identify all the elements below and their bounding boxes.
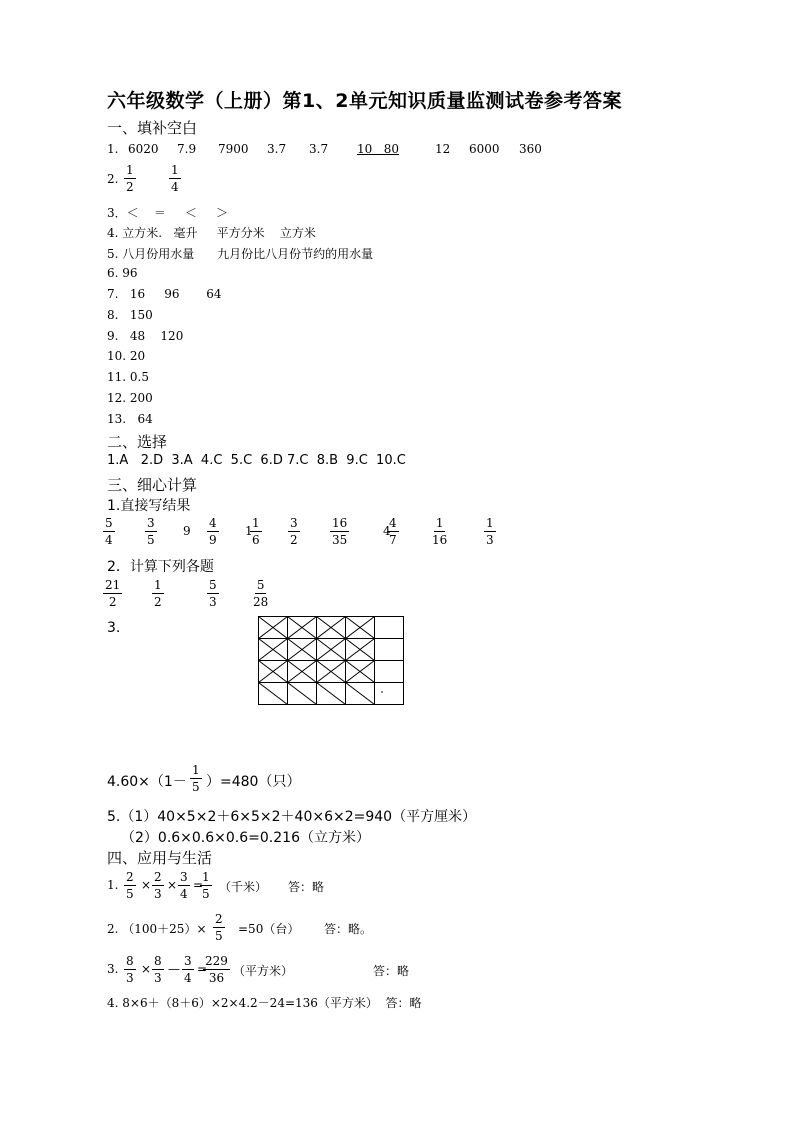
app-q3-fraction-1: $\frac{8}{3}$ — [126, 954, 134, 985]
q1-b0: 12 — [435, 142, 451, 156]
q1-a0: 6020 — [128, 142, 159, 156]
times-sign: × — [141, 962, 152, 976]
app-q3-fraction-4: $\frac{229}{36}$ — [205, 954, 228, 985]
r1-whole: 4 — [383, 524, 391, 538]
shaded-grid-diagram — [258, 616, 405, 706]
r1-fraction: $\frac{16}{35}$ — [332, 516, 348, 547]
app-q3-fraction-2: $\frac{8}{3}$ — [154, 954, 162, 985]
q5-calc-line-2: （2）0.6×0.6×0.6=0.216（立方米） — [121, 830, 370, 846]
q1-num: 1. — [107, 142, 119, 156]
q1-b1: 6000 — [469, 142, 500, 156]
r2-fraction: $\frac{1}{2}$ — [154, 578, 162, 609]
r1-fraction: $\frac{4}{9}$ — [209, 516, 217, 547]
q1-a4: 3.7 — [309, 142, 329, 156]
r1-fraction: $\frac{1}{3}$ — [486, 516, 494, 547]
q10-line: 10. 20 — [107, 349, 146, 363]
app-q1-fraction-1: $\frac{2}{5}$ — [126, 870, 134, 901]
app-q1-answer: 答：略 — [288, 880, 325, 894]
r1-fraction: $\frac{3}{2}$ — [290, 516, 298, 547]
app-q2-fraction: $\frac{2}{5}$ — [215, 912, 223, 943]
app-q1-fraction-4: $\frac{1}{5}$ — [202, 870, 210, 901]
minus-sign: — — [168, 962, 180, 976]
r1-fraction: $\frac{1}{16}$ — [432, 516, 448, 547]
r2-fraction: $\frac{5}{3}$ — [209, 578, 217, 609]
q2-fraction-1: $\frac{1}{2}$ — [126, 163, 134, 194]
app-q1-fraction-2: $\frac{2}{3}$ — [154, 870, 162, 901]
q3-line: 3．＜ ＝ ＜ ＞ — [107, 206, 229, 220]
q4-calc-post: ）=480（只） — [206, 774, 301, 790]
app-q3-answer: 答：略 — [373, 964, 410, 978]
section-heading-2: 二、选择 — [107, 433, 168, 451]
q1-b2: 360 — [519, 142, 542, 156]
times-sign: × — [141, 878, 152, 892]
choice-answers: 1.A 2.D 3.A 4.C 5.C 6.D 7.C 8.B 9.C 10.C — [107, 453, 406, 468]
times-sign: × — [167, 878, 178, 892]
r2-fraction: $\frac{21}{2}$ — [105, 578, 121, 609]
q8-line: 8. 150 — [107, 308, 153, 322]
app-q2-answer: 答：略。 — [324, 922, 373, 936]
sub-heading-3: 3. — [107, 620, 121, 636]
r1-fraction: $\frac{3}{5}$ — [147, 516, 155, 547]
q4-line: 4. 立方米. 毫升 平方分米 立方米 — [107, 226, 316, 240]
q2-fraction-2: $\frac{1}{4}$ — [171, 163, 179, 194]
r1-whole: 1 — [245, 524, 253, 538]
q11-line: 11. 0.5 — [107, 370, 149, 384]
q4-calc-pre: 4.60×（1－ — [107, 774, 187, 790]
app-q1-unit: （千米） — [219, 880, 268, 894]
app-q1-num: 1. — [107, 878, 119, 892]
app-q3-num: 3. — [107, 962, 119, 976]
r1-fraction: $\frac{5}{4}$ — [105, 516, 113, 547]
q12-line: 12. 200 — [107, 391, 153, 405]
q13-line: 13. 64 — [107, 412, 153, 426]
q6-line: 6. 96 — [107, 266, 138, 280]
r1-fraction: $\frac{4}{7}$ — [389, 516, 397, 547]
section-heading-1: 一、填补空白 — [107, 119, 198, 137]
q1-underlined: 10 80 — [357, 142, 399, 156]
q9-line: 9. 48 120 — [107, 329, 184, 343]
app-q3-fraction-3: $\frac{3}{4}$ — [184, 954, 192, 985]
q1-a1: 7.9 — [177, 142, 197, 156]
app-q4-line: 4. 8×6＋（8＋6）×2×4.2－24=136（平方米） 答：略 — [107, 996, 422, 1010]
section-heading-3: 三、细心计算 — [107, 476, 198, 494]
r1-fraction: $\frac{1}{6}$ — [252, 516, 260, 547]
r1-whole: 9 — [183, 524, 191, 538]
equals-sign: = — [197, 962, 208, 976]
app-q3-unit: （平方米） — [233, 964, 294, 978]
section-heading-4: 四、应用与生活 — [107, 849, 213, 867]
q7-line: 7. 16 96 64 — [107, 287, 222, 301]
app-q2-post: =50（台） — [238, 922, 300, 936]
app-q2-pre: 2. （100＋25）× — [107, 922, 207, 936]
q5-calc-line-1: 5.（1）40×5×2＋6×5×2＋40×6×2=940（平方厘米） — [107, 809, 477, 825]
equals-sign: = — [193, 878, 204, 892]
q1-a2: 7900 — [218, 142, 249, 156]
q1-a3: 3.7 — [267, 142, 287, 156]
sub-heading-1: 1.直接写结果 — [107, 498, 191, 514]
q5-line: 5. 八月份用水量 九月份比八月份节约的用水量 — [107, 247, 374, 261]
page-title: 六年级数学（上册）第1、2单元知识质量监测试卷参考答案 — [107, 90, 622, 112]
sub-heading-2: 2．计算下列各题 — [107, 559, 214, 575]
q2-num: 2. — [107, 172, 119, 186]
q4-calc-fraction: $\frac{1}{5}$ — [192, 763, 200, 794]
r2-fraction: $\frac{5}{28}$ — [253, 578, 269, 609]
grid-dot — [381, 691, 383, 693]
app-q1-fraction-3: $\frac{3}{4}$ — [180, 870, 188, 901]
